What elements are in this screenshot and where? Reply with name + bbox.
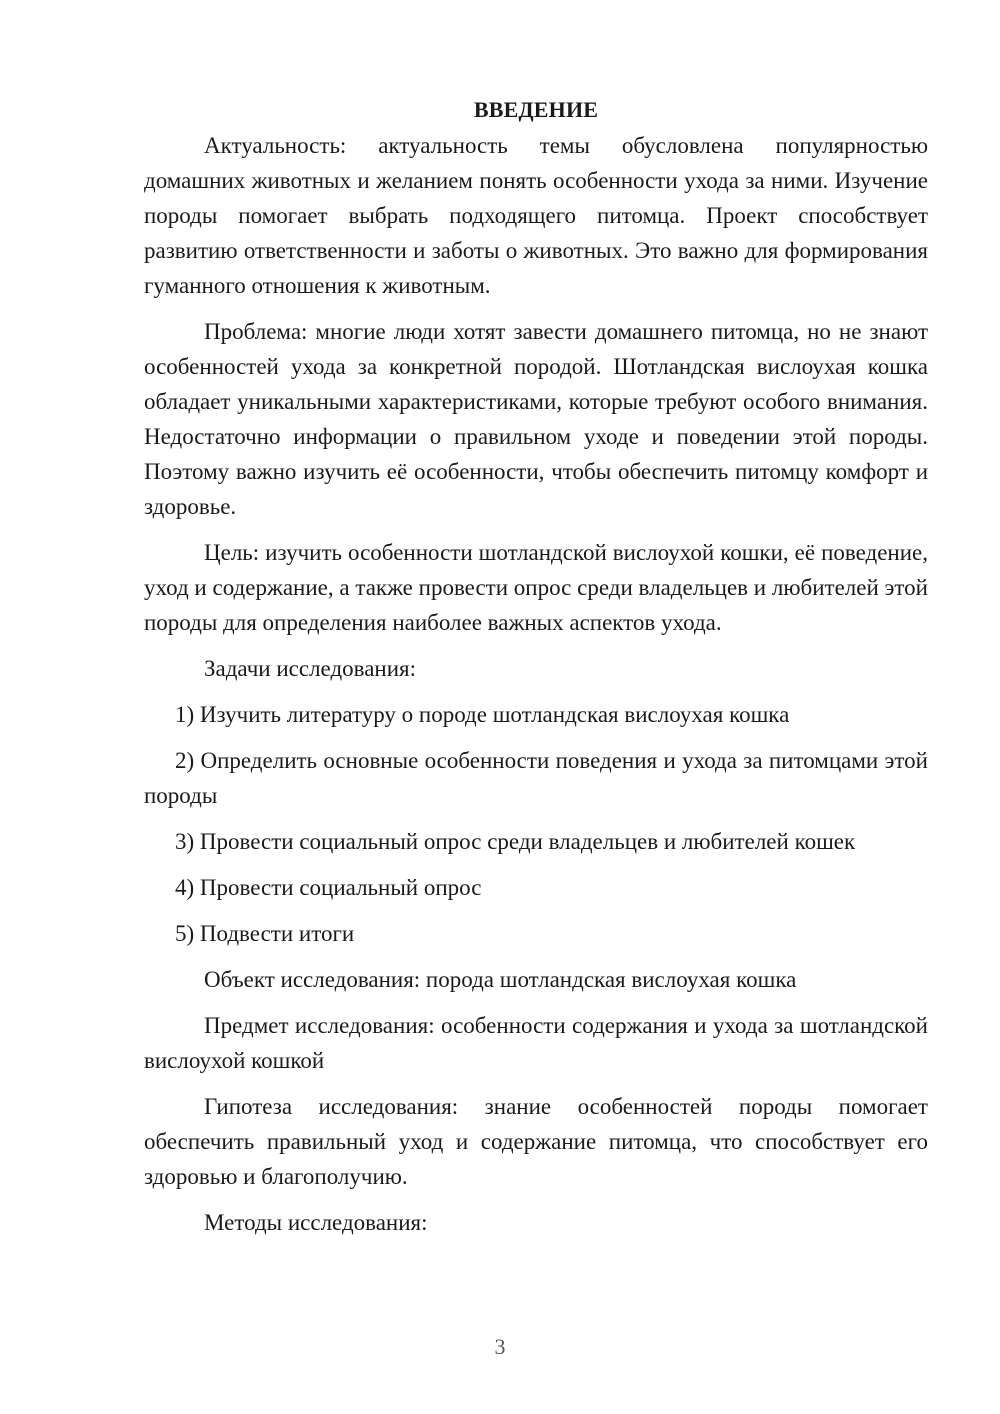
task-item-5: 5) Подвести итоги: [175, 921, 355, 946]
task-item-1: 1) Изучить литературу о породе шотландская вислоухая кошка: [175, 702, 790, 727]
object-paragraph: Объект исследования: порода шотландская вислоухая кошка: [204, 967, 797, 992]
methods-heading: Методы исследования:: [204, 1210, 428, 1235]
page-number: 3: [494, 1334, 506, 1359]
relevance-paragraph: Актуальность: актуальность темы обусловлена популярностью домашних животных и желанием понять особенности ухода за ними. Изучение породы помогает выбрать подходящего питомца. Проект способствует развитию ответственности и заботы о животных. Это важно для формирования гуманного отношения к животным.: [144, 133, 928, 298]
section-title: ВВЕДЕНИЕ: [473, 97, 599, 122]
page-content: [144, 92, 928, 1251]
task-item-4: 4) Провести социальный опрос: [175, 875, 482, 900]
hypothesis-paragraph: Гипотеза исследования: знание особенностей породы помогает обеспечить правильный уход и содержание питомца, что способствует его здоровью и благополучию.: [144, 1094, 928, 1189]
tasks-heading: Задачи исследования:: [204, 656, 417, 681]
problem-paragraph: Проблема: многие люди хотят завести домашнего питомца, но не знают особенностей ухода за конкретной породой. Шотландская вислоухая кошка обладает уникальными характеристиками, которые требуют особого внимания. Недостаточно информации о правильном уходе и поведении этой породы. Поэтому важно изучить её особенности, чтобы обеспечить питомцу комфорт и здоровье.: [144, 319, 928, 519]
task-item-2: 2) Определить основные особенности поведения и ухода за питомцами этой породы: [144, 748, 928, 808]
task-item-3: 3) Провести социальный опрос среди владельцев и любителей кошек: [175, 829, 856, 854]
subject-paragraph: Предмет исследования: особенности содержания и ухода за шотландской вислоухой кошкой: [144, 1013, 928, 1073]
goal-paragraph: Цель: изучить особенности шотландской вислоухой кошки, её поведение, уход и содержание, а также провести опрос среди владельцев и любителей этой породы для определения наиболее важных аспектов ухода.: [144, 540, 928, 635]
